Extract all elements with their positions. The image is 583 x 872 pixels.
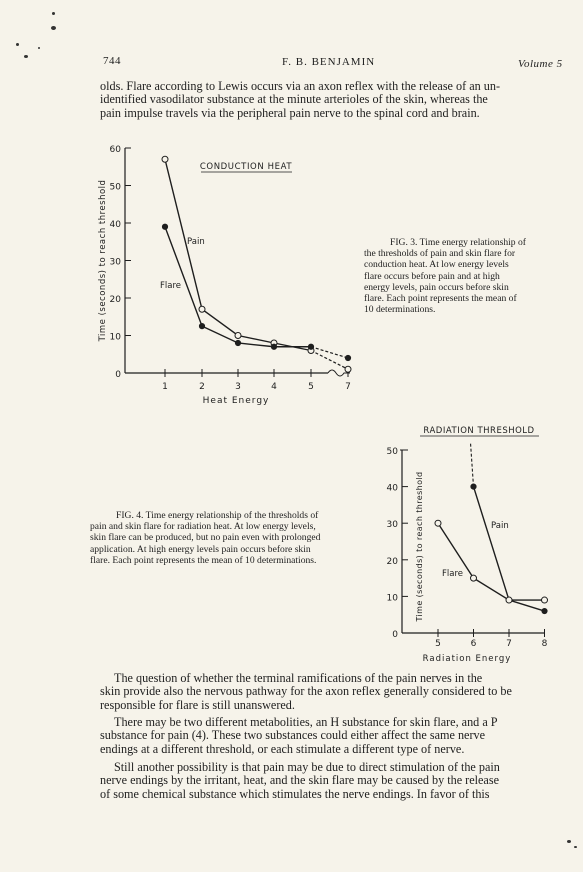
x-tick-label: 5 xyxy=(435,639,441,649)
series-dashed-pain xyxy=(311,351,348,370)
y-axis-label: Time (seconds) to reach threshold xyxy=(98,179,108,342)
scan-speck xyxy=(52,12,55,15)
series-label-flare: Flare xyxy=(160,281,181,291)
text-line: The question of whether the terminal ramifications of the pain nerves in the xyxy=(114,671,483,685)
data-point-flare xyxy=(345,355,350,360)
scan-speck xyxy=(567,840,571,843)
y-tick-label: 50 xyxy=(109,182,121,193)
y-tick-label: 20 xyxy=(109,295,121,305)
page-number: 744 xyxy=(103,55,121,67)
caption-line: 10 determinations. xyxy=(364,304,436,316)
y-tick-label: 40 xyxy=(386,483,398,494)
data-point-pain xyxy=(162,156,168,162)
series-dashed-pain xyxy=(471,443,474,487)
text-line: nerve endings by the irritant, heat, and the skin flare may be caused by the release xyxy=(100,773,499,788)
caption-line: FIG. 4. Time energy relationship of the thresholds of xyxy=(116,510,319,521)
chart-title: CONDUCTION HEAT xyxy=(199,162,293,172)
caption-line: skin flare can be produced, but no pain even with prolonged xyxy=(90,532,321,544)
series-dashed-flare xyxy=(311,347,348,358)
caption-line: energy levels, pain occurs before skin xyxy=(364,281,509,293)
x-tick-label: 5 xyxy=(308,382,314,392)
x-axis-label: Radiation Energy xyxy=(422,654,512,664)
text-line: olds. Flare according to Lewis occurs via an axon reflex with the release of an un- xyxy=(100,79,501,93)
y-tick-label: 0 xyxy=(115,370,121,380)
text-line: substance for pain (4). These two substances could either affect the same nerve xyxy=(100,728,486,743)
data-point-flare xyxy=(542,597,548,603)
caption-line: the thresholds of pain and skin flare for xyxy=(364,248,516,260)
series-line-pain xyxy=(474,487,545,611)
text-line: Still another possibility is that pain may be due to direct stimulation of the pain xyxy=(114,760,500,774)
caption-line: FIG. 3. Time energy relationship of xyxy=(390,237,526,248)
series-line-pain xyxy=(165,159,311,350)
scan-speck xyxy=(16,43,19,46)
y-tick-label: 10 xyxy=(386,593,398,604)
text-line: of some chemical substance which stimulates the nerve endings. In favor of this xyxy=(100,786,490,801)
x-axis-label: Heat Energy xyxy=(202,396,270,405)
series-label-pain: Pain xyxy=(491,521,509,531)
scan-speck xyxy=(38,47,40,49)
caption-line: conduction heat. At low energy levels xyxy=(364,259,509,271)
y-tick-label: 30 xyxy=(109,257,121,268)
y-tick-label: 40 xyxy=(109,220,121,230)
data-point-pain xyxy=(345,366,351,372)
data-point-flare xyxy=(471,575,477,581)
text-line: skin provide also the nervous pathway for the axon reflex generally considered to be xyxy=(100,684,512,699)
chart-title: RADIATION THRESHOLD xyxy=(423,426,535,436)
text-line: identified vasodilator substance at the minute arterioles of the skin, whereas the xyxy=(100,92,488,107)
x-tick-label: 4 xyxy=(271,382,277,392)
text-line: endings at a different threshold, or each stimulate a different type of nerve. xyxy=(100,741,465,756)
data-point-flare xyxy=(308,344,313,349)
scan-speck xyxy=(24,55,28,58)
text-line: There may be two different metabolities, an H substance for skin flare, and a P xyxy=(114,715,498,729)
x-tick-label: 3 xyxy=(235,382,241,392)
volume-label: Volume 5 xyxy=(518,58,563,70)
x-tick-label: 6 xyxy=(470,639,477,649)
y-axis-label: Time (seconds) to reach threshold xyxy=(415,471,424,622)
scan-speck xyxy=(51,26,56,30)
figure-3-chart xyxy=(90,140,370,405)
data-point-flare xyxy=(162,224,167,229)
data-point-flare xyxy=(235,340,240,345)
data-point-flare xyxy=(506,597,512,603)
data-point-pain xyxy=(542,608,547,613)
series-line-flare xyxy=(438,523,545,600)
figure-4-chart xyxy=(375,420,555,670)
data-point-pain xyxy=(199,306,205,312)
caption-line: flare. Each point represents the mean of xyxy=(364,293,517,305)
data-point-flare xyxy=(199,324,204,329)
caption-line: flare occurs before pain and at high xyxy=(364,270,500,282)
series-label-flare: Flare xyxy=(442,569,463,579)
x-tick-label: 7 xyxy=(345,382,351,392)
caption-line: application. At high energy levels pain occurs before skin xyxy=(90,543,311,555)
data-point-flare xyxy=(435,520,441,526)
x-tick-label: 8 xyxy=(541,639,548,649)
running-author: F. B. BENJAMIN xyxy=(282,56,376,68)
figure-4-caption xyxy=(90,510,380,566)
x-tick-label: 2 xyxy=(199,382,205,392)
figure-3-caption xyxy=(364,237,554,315)
y-tick-label: 10 xyxy=(109,332,121,343)
text-line: pain impulse travels via the peripheral pain nerve to the spinal cord and brain. xyxy=(100,105,480,120)
caption-line: pain and skin flare for radiation heat. At low energy levels, xyxy=(90,521,316,533)
data-point-flare xyxy=(271,344,276,349)
intro-paragraph xyxy=(100,80,548,120)
y-tick-label: 60 xyxy=(109,145,121,155)
data-point-pain xyxy=(471,484,476,489)
body-paragraph-2 xyxy=(100,716,548,756)
x-tick-label: 7 xyxy=(506,639,512,649)
text-line: responsible for flare is still unanswered. xyxy=(100,697,295,712)
scan-speck xyxy=(574,846,577,848)
caption-line: flare. Each point represents the mean of 10 determinations. xyxy=(90,554,317,566)
x-tick-label: 1 xyxy=(162,382,168,392)
y-tick-label: 20 xyxy=(386,556,398,567)
series-label-pain: Pain xyxy=(187,237,205,247)
data-point-pain xyxy=(235,333,241,339)
y-tick-label: 50 xyxy=(386,447,398,457)
body-paragraph-1 xyxy=(100,672,548,712)
y-tick-label: 30 xyxy=(386,520,398,531)
y-tick-label: 0 xyxy=(392,630,398,640)
body-paragraph-3 xyxy=(100,761,548,801)
